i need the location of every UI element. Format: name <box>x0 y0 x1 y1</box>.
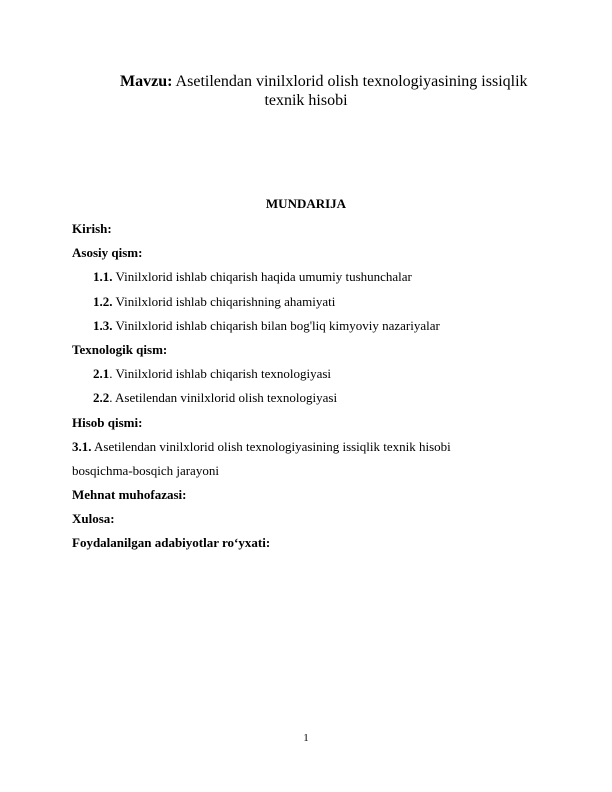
toc-item-number: 1.1. <box>93 269 113 285</box>
toc-item-texnologik-qism <box>72 338 542 362</box>
toc-item-asosiy-qism <box>72 241 542 265</box>
title-label: Mavzu: <box>120 73 173 90</box>
toc-item-adabiyotlar <box>72 531 542 555</box>
toc-item-kirish <box>72 217 542 241</box>
toc-item-1-3 <box>72 314 542 338</box>
toc-item-text: Hisob qismi: <box>72 414 143 430</box>
toc-item-hisob-qismi <box>72 411 542 435</box>
toc-item-number: 2.2 <box>93 390 110 406</box>
toc-item-text: Vinilxlorid ishlab chiqarish bilan bog'liq kimyoviy nazariyalar <box>112 317 440 333</box>
title-text-line2: texnik hisobi <box>264 92 348 109</box>
toc-item-text: Asosiy qism: <box>72 245 143 261</box>
toc-item-text: Foydalanilgan adabiyotlar ro‘yxati: <box>72 535 271 551</box>
toc-item-xulosa <box>72 507 542 531</box>
toc-item-text: Vinilxlorid ishlab chiqarish haqida umumiy tushunchalar <box>112 269 412 285</box>
toc-heading: MUNDARIJA <box>265 196 347 211</box>
document-title <box>120 72 528 91</box>
toc-item-number: 1.2. <box>93 293 113 309</box>
toc-item-text: Texnologik qism: <box>72 341 168 357</box>
toc-item-text: Vinilxlorid ishlab chiqarishning ahamiyati <box>112 293 336 309</box>
toc-item-text: Kirish: <box>72 221 112 236</box>
toc-item-number: 3.1. <box>72 438 92 454</box>
toc-item-3-1-continued <box>72 459 542 483</box>
toc-item-number: 1.3. <box>93 317 113 333</box>
toc-item-1-2 <box>72 290 542 314</box>
toc-item-text: Asetilendan vinilxlorid olish texnologiyasining issiqlik texnik hisobi <box>91 438 451 454</box>
page-number: 1 <box>303 732 309 744</box>
toc-item-2-1 <box>72 362 542 386</box>
toc-item-2-2 <box>72 386 542 410</box>
document-title-continued <box>0 91 612 110</box>
toc-item-mehnat-muhofazasi <box>72 483 542 507</box>
toc-item-text: . Vinilxlorid ishlab chiqarish texnologiyasi <box>109 366 332 382</box>
toc-item-number: 2.1 <box>93 366 110 382</box>
toc-item-1-1 <box>72 265 542 289</box>
toc-item-text: Mehnat muhofazasi: <box>72 487 187 503</box>
toc-item-3-1 <box>72 435 542 459</box>
table-of-contents <box>72 217 542 556</box>
title-text-line1: Asetilendan vinilxlorid olish texnologiyasining issiqlik <box>172 73 528 90</box>
toc-item-text: Xulosa: <box>72 511 115 527</box>
toc-item-text: bosqichma-bosqich jarayoni <box>72 462 219 478</box>
toc-item-text: . Asetilendan vinilxlorid olish texnologiyasi <box>109 390 338 406</box>
